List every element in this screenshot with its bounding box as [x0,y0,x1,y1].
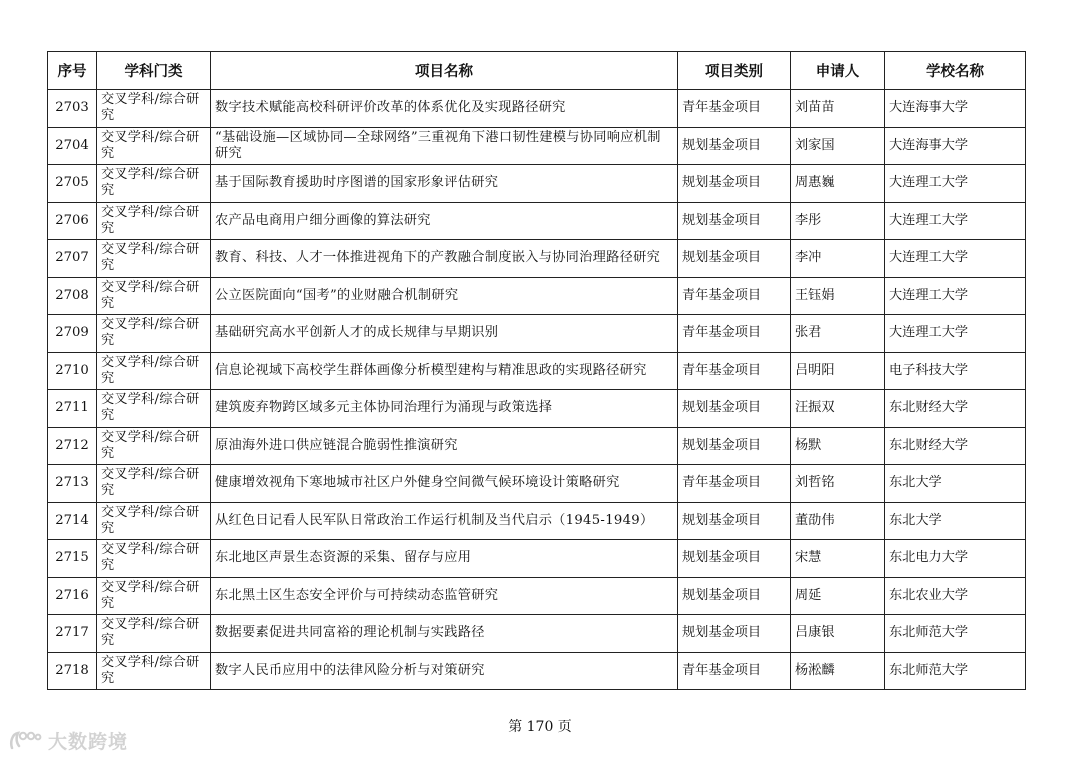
cell-discipline: 交叉学科/综合研究 [97,277,211,315]
cell-discipline: 交叉学科/综合研究 [97,615,211,653]
cell-applicant: 刘家国 [791,127,885,165]
table-row [48,315,1026,353]
cell-school: 大连海事大学 [885,90,1026,128]
cell-school: 东北师范大学 [885,615,1026,653]
cell-project-type: 青年基金项目 [678,90,791,128]
table-row [48,127,1026,165]
cell-school: 东北农业大学 [885,577,1026,615]
cell-applicant: 周延 [791,577,885,615]
header-project-type: 项目类别 [678,52,791,90]
cell-discipline: 交叉学科/综合研究 [97,315,211,353]
header-discipline: 学科门类 [97,52,211,90]
cell-seq: 2707 [48,240,97,278]
table-row [48,165,1026,203]
cell-applicant: 刘苗苗 [791,90,885,128]
cell-project-name: 教育、科技、人才一体推进视角下的产教融合制度嵌入与协同治理路径研究 [211,240,678,278]
cell-seq: 2704 [48,127,97,165]
cell-project-name: 基于国际教育援助时序图谱的国家形象评估研究 [211,165,678,203]
table-row [48,615,1026,653]
cell-discipline: 交叉学科/综合研究 [97,352,211,390]
cell-seq: 2718 [48,652,97,690]
watermark [8,727,128,754]
cell-seq: 2717 [48,615,97,653]
cell-project-type: 青年基金项目 [678,652,791,690]
cell-seq: 2709 [48,315,97,353]
cell-project-type: 规划基金项目 [678,427,791,465]
table-row [48,465,1026,503]
cell-project-name: 公立医院面向“国考”的业财融合机制研究 [211,277,678,315]
table-row [48,277,1026,315]
cell-applicant: 王钰娟 [791,277,885,315]
cell-discipline: 交叉学科/综合研究 [97,502,211,540]
cell-project-type: 规划基金项目 [678,577,791,615]
cell-seq: 2716 [48,577,97,615]
cell-discipline: 交叉学科/综合研究 [97,390,211,428]
table-row [48,202,1026,240]
cell-project-name: 东北地区声景生态资源的采集、留存与应用 [211,540,678,578]
cell-school: 大连理工大学 [885,277,1026,315]
cell-discipline: 交叉学科/综合研究 [97,90,211,128]
cell-project-type: 青年基金项目 [678,465,791,503]
cell-school: 大连理工大学 [885,315,1026,353]
cell-school: 电子科技大学 [885,352,1026,390]
cell-school: 大连海事大学 [885,127,1026,165]
cell-project-name: 建筑废弃物跨区域多元主体协同治理行为涌现与政策选择 [211,390,678,428]
cell-project-type: 规划基金项目 [678,240,791,278]
cell-project-name: “基础设施—区域协同—全球网络”三重视角下港口韧性建模与协同响应机制研究 [211,127,678,165]
cell-seq: 2703 [48,90,97,128]
cell-discipline: 交叉学科/综合研究 [97,427,211,465]
cell-school: 东北财经大学 [885,390,1026,428]
cell-school: 东北财经大学 [885,427,1026,465]
cell-school: 大连理工大学 [885,240,1026,278]
table-row [48,652,1026,690]
brand-logo-icon [8,728,42,754]
cell-seq: 2715 [48,540,97,578]
page-number: 第 170 页 [508,719,572,735]
table-row [48,390,1026,428]
cell-applicant: 杨默 [791,427,885,465]
table-row [48,90,1026,128]
cell-project-name: 数据要素促进共同富裕的理论机制与实践路径 [211,615,678,653]
cell-project-name: 健康增效视角下寒地城市社区户外健身空间微气候环境设计策略研究 [211,465,678,503]
cell-seq: 2713 [48,465,97,503]
cell-project-type: 规划基金项目 [678,390,791,428]
cell-applicant: 吕康银 [791,615,885,653]
header-seq: 序号 [48,52,97,90]
cell-seq: 2705 [48,165,97,203]
cell-discipline: 交叉学科/综合研究 [97,540,211,578]
cell-seq: 2708 [48,277,97,315]
cell-discipline: 交叉学科/综合研究 [97,165,211,203]
table-row [48,540,1026,578]
cell-school: 大连理工大学 [885,165,1026,203]
cell-applicant: 周惠巍 [791,165,885,203]
cell-school: 大连理工大学 [885,202,1026,240]
cell-project-name: 数字技术赋能高校科研评价改革的体系优化及实现路径研究 [211,90,678,128]
cell-project-type: 青年基金项目 [678,315,791,353]
table-header-row [48,52,1026,90]
cell-seq: 2710 [48,352,97,390]
cell-school: 东北电力大学 [885,540,1026,578]
cell-project-type: 规划基金项目 [678,540,791,578]
cell-project-type: 青年基金项目 [678,277,791,315]
cell-applicant: 张君 [791,315,885,353]
cell-project-type: 规划基金项目 [678,127,791,165]
cell-applicant: 李彤 [791,202,885,240]
header-project-name: 项目名称 [211,52,678,90]
cell-project-name: 原油海外进口供应链混合脆弱性推演研究 [211,427,678,465]
cell-project-type: 规划基金项目 [678,202,791,240]
cell-applicant: 董劭伟 [791,502,885,540]
cell-project-type: 规划基金项目 [678,615,791,653]
cell-seq: 2714 [48,502,97,540]
table-body [48,90,1026,690]
cell-discipline: 交叉学科/综合研究 [97,127,211,165]
table-row [48,577,1026,615]
cell-seq: 2712 [48,427,97,465]
cell-applicant: 宋慧 [791,540,885,578]
cell-project-name: 信息论视域下高校学生群体画像分析模型建构与精准思政的实现路径研究 [211,352,678,390]
cell-seq: 2711 [48,390,97,428]
cell-project-type: 规划基金项目 [678,502,791,540]
project-table [47,51,1026,690]
cell-project-name: 东北黑土区生态安全评价与可持续动态监管研究 [211,577,678,615]
cell-school: 东北大学 [885,465,1026,503]
cell-project-name: 农产品电商用户细分画像的算法研究 [211,202,678,240]
cell-discipline: 交叉学科/综合研究 [97,652,211,690]
cell-project-type: 青年基金项目 [678,352,791,390]
cell-applicant: 杨淞麟 [791,652,885,690]
cell-discipline: 交叉学科/综合研究 [97,202,211,240]
header-applicant: 申请人 [791,52,885,90]
cell-discipline: 交叉学科/综合研究 [97,577,211,615]
table-row [48,502,1026,540]
table-row [48,352,1026,390]
watermark-text: 大数跨境 [48,731,129,753]
cell-project-name: 从红色日记看人民军队日常政治工作运行机制及当代启示（1945-1949） [211,502,678,540]
cell-school: 东北大学 [885,502,1026,540]
cell-project-type: 规划基金项目 [678,165,791,203]
cell-seq: 2706 [48,202,97,240]
cell-applicant: 吕明阳 [791,352,885,390]
cell-discipline: 交叉学科/综合研究 [97,465,211,503]
cell-applicant: 李冲 [791,240,885,278]
cell-school: 东北师范大学 [885,652,1026,690]
table-row [48,427,1026,465]
cell-project-name: 数字人民币应用中的法律风险分析与对策研究 [211,652,678,690]
table-row [48,240,1026,278]
cell-applicant: 刘哲铭 [791,465,885,503]
cell-applicant: 汪振双 [791,390,885,428]
cell-discipline: 交叉学科/综合研究 [97,240,211,278]
cell-project-name: 基础研究高水平创新人才的成长规律与早期识别 [211,315,678,353]
header-school: 学校名称 [885,52,1026,90]
